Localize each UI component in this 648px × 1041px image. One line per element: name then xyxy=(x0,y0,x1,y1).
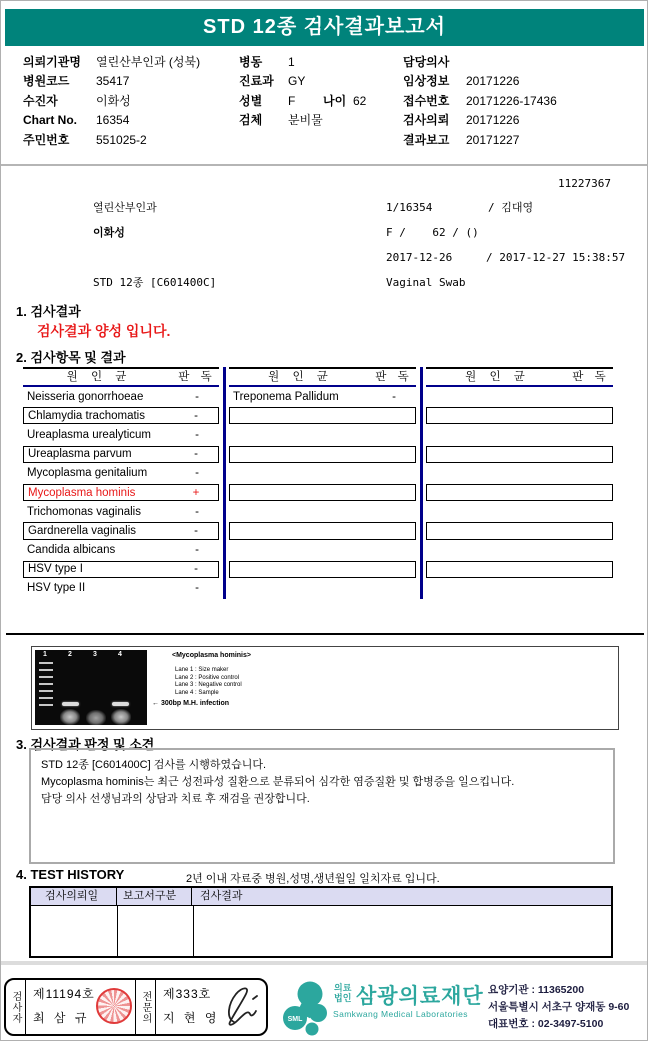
section-divider-line xyxy=(6,633,644,635)
gel-electrophoresis-image xyxy=(35,650,147,725)
header-field-value: 16354 xyxy=(96,113,130,128)
result-column-header: 판 독 xyxy=(375,371,413,383)
header-field xyxy=(23,131,238,150)
organism-result: - xyxy=(194,563,198,576)
header-field-label: 결과보고 xyxy=(403,132,450,147)
header-field xyxy=(239,111,389,130)
organism-row xyxy=(426,407,613,424)
organisms-table xyxy=(23,367,613,599)
summary-clinic: 열린산부인과 xyxy=(93,201,157,214)
gel-legend-line: Lane 2 : Positive control xyxy=(175,674,240,681)
header-field-label: 의뢰기관명 xyxy=(23,55,81,69)
header-field-label: 수진자 xyxy=(23,93,58,108)
organism-result: - xyxy=(392,390,396,403)
history-empty-row xyxy=(31,906,611,956)
header-field-value: 20171227 xyxy=(466,132,520,147)
result-column-header: 판 독 xyxy=(572,371,610,383)
organism-result: + xyxy=(192,486,200,499)
organism-row xyxy=(426,484,613,501)
organism-name: HSV type I xyxy=(28,563,83,576)
gel-title: <Mycoplasma hominis> xyxy=(172,652,251,659)
summary-specimen: Vaginal Swab xyxy=(386,276,466,289)
sample-band xyxy=(112,702,129,706)
organism-row xyxy=(229,541,416,560)
organism-result: - xyxy=(195,582,199,595)
organism-row xyxy=(229,484,416,501)
organisms-table-group-3 xyxy=(426,367,613,598)
examiner-role-label: 검사자 xyxy=(10,990,21,1024)
organisms-table-group-2 xyxy=(229,367,416,598)
gel-image-box xyxy=(31,646,619,730)
organism-row xyxy=(23,502,219,521)
history-header-row xyxy=(31,888,611,906)
header-field-value: 20171226-17436 xyxy=(466,93,557,108)
positive-result-text: 검사결과 양성 입니다. xyxy=(37,323,171,339)
organism-column-header: 원 인 균 xyxy=(66,371,132,383)
header-field xyxy=(403,53,638,72)
header-field xyxy=(403,72,638,91)
sml-logo-text: SML xyxy=(287,1016,303,1023)
organism-result: - xyxy=(195,544,199,557)
header-column-3 xyxy=(403,53,638,150)
table-group-divider xyxy=(420,367,423,599)
organism-result: - xyxy=(195,505,199,518)
examiner-role xyxy=(6,980,26,1034)
header-field xyxy=(403,111,638,130)
header-field-value: F xyxy=(288,93,296,108)
band-label: 300bp M.H. infection xyxy=(160,700,230,707)
size-marker-ladder xyxy=(39,662,53,708)
organisms-table-header xyxy=(23,367,219,387)
organism-row xyxy=(229,579,416,598)
header-field xyxy=(23,72,238,91)
header-field xyxy=(403,92,638,111)
organism-result: - xyxy=(194,524,198,537)
gel-lane-number: 3 xyxy=(93,651,97,658)
header-field-value: 이화성 xyxy=(96,93,131,108)
organism-name: Chlamydia trachomatis xyxy=(28,409,145,422)
stamp-seal-icon xyxy=(96,988,132,1024)
org-name-english: Samkwang Medical Laboratories xyxy=(333,1009,468,1019)
organism-name: Ureaplasma urealyticum xyxy=(27,428,151,441)
organism-row xyxy=(229,425,416,444)
header-field-label: 성별 xyxy=(239,93,263,108)
specialist-role xyxy=(136,980,156,1034)
organism-name: Mycoplasma genitalium xyxy=(27,467,148,480)
positive-control-band xyxy=(62,702,79,706)
gel-lane-number: 4 xyxy=(118,651,122,658)
result-column-header: 판 독 xyxy=(178,371,216,383)
header-field-value: 20171226 xyxy=(466,74,520,89)
header-field-label: 병동 xyxy=(239,55,263,69)
organism-result: - xyxy=(194,409,198,422)
organism-result: - xyxy=(194,448,198,461)
header-field xyxy=(239,53,389,72)
organism-row xyxy=(23,387,219,406)
findings-line: STD 12종 [C601400C] 검사를 시행하였습니다. xyxy=(41,759,267,771)
header-field-label: 병원코드 xyxy=(23,74,70,89)
header-field-value: 열린산부인과 (성북) xyxy=(96,55,201,69)
summary-report-datetime: / 2017-12-27 15:38:57 xyxy=(486,251,626,264)
header-field-label: Chart No. xyxy=(23,113,77,128)
contact-institution-number: 요양기관 : 11365200 xyxy=(488,984,585,996)
summary-doctor: / 김대영 xyxy=(488,201,534,214)
header-field-label: 임상정보 xyxy=(403,74,450,89)
test-history-table xyxy=(29,886,613,958)
table-group-divider xyxy=(223,367,226,599)
organism-row xyxy=(229,446,416,463)
arrow-left-icon: ← xyxy=(152,700,159,707)
specialist-cell xyxy=(156,980,266,1034)
organism-result: - xyxy=(195,390,199,403)
header-field xyxy=(403,131,638,150)
organism-row xyxy=(426,502,613,521)
organism-name: Mycoplasma hominis xyxy=(28,486,136,499)
section1-heading: 1. 검사결과 xyxy=(16,304,81,319)
organism-name: Ureaplasma parvum xyxy=(28,448,132,461)
organism-row xyxy=(23,446,219,463)
organism-row xyxy=(229,387,416,406)
summary-chart: 1/16354 xyxy=(386,201,433,214)
organism-name: HSV type II xyxy=(27,582,86,595)
header-field-value: GY xyxy=(288,74,306,89)
organism-row xyxy=(229,522,416,539)
contact-block xyxy=(488,982,629,1033)
organism-result: - xyxy=(195,467,199,480)
organism-name: Neisseria gonorrhoeae xyxy=(27,390,144,403)
page-title: STD 12종 검사결과보고서 xyxy=(5,9,644,46)
header-field xyxy=(239,72,389,91)
examiner-name: 최 삼 규 xyxy=(33,1011,90,1025)
header-field xyxy=(23,53,238,72)
organism-result: - xyxy=(195,428,199,441)
organism-row xyxy=(23,407,219,424)
summary-sex-age: F / 62 / () xyxy=(386,226,479,239)
section2-heading: 2. 검사항목 및 결과 xyxy=(16,350,126,365)
gel-lane-number: 1 xyxy=(43,651,47,658)
specialist-role-label: 전문의 xyxy=(140,990,151,1024)
gel-smear xyxy=(111,709,131,725)
org-name: 삼광의료재단 xyxy=(356,985,484,1008)
header-field-label: 검체 xyxy=(239,113,263,128)
gel-legend xyxy=(175,667,242,697)
header-field-value: 분비물 xyxy=(288,113,323,128)
age-label: 나이 xyxy=(323,93,347,108)
specialist-license-number: 제333호 xyxy=(163,987,212,1001)
organism-row xyxy=(426,522,613,539)
summary-patient: 이화성 xyxy=(93,226,125,239)
organism-row xyxy=(426,579,613,598)
organism-row xyxy=(23,579,219,598)
organisms-table-group-1 xyxy=(23,367,219,598)
findings-line: Mycoplasma hominis는 최근 성전파성 질환으로 분류되어 심각한 염증질환 및 합병증을 일으킵니다. xyxy=(41,776,515,788)
header-field-label: 접수번호 xyxy=(403,93,450,108)
organism-row xyxy=(229,407,416,424)
organism-name: Treponema Pallidum xyxy=(233,390,339,403)
header-field xyxy=(23,111,238,130)
organism-row xyxy=(23,561,219,578)
organisms-table-header xyxy=(426,367,613,387)
organism-row xyxy=(426,464,613,483)
age-value: 62 xyxy=(353,93,367,108)
summary-test-name: STD 12종 [C601400C] xyxy=(93,276,217,289)
history-note: 2년 이내 자료중 병원,성명,생년월일 일치자료 입니다. xyxy=(186,873,440,885)
organism-column-header: 원 인 균 xyxy=(268,371,333,383)
organism-row xyxy=(229,464,416,483)
organism-row xyxy=(229,561,416,578)
header-field-value xyxy=(466,53,638,72)
header-field xyxy=(23,92,238,111)
organism-row xyxy=(23,464,219,483)
header-divider xyxy=(1,164,648,166)
footer-divider xyxy=(1,961,648,965)
header-column-2 xyxy=(239,53,389,131)
organism-name: Trichomonas vaginalis xyxy=(27,505,141,518)
section4-heading: 4. TEST HISTORY xyxy=(16,867,125,882)
organism-row xyxy=(229,502,416,521)
header-field-label: 진료과 xyxy=(239,74,274,89)
section3-heading: 3. 검사결과 판정 및 소견 xyxy=(16,737,155,752)
organism-row xyxy=(23,425,219,444)
gel-smear xyxy=(86,710,106,725)
organism-row xyxy=(23,541,219,560)
header-field-label: 주민번호 xyxy=(23,132,70,147)
history-col-report-type: 보고서구분 xyxy=(117,888,192,905)
summary-request-date: 2017-12-26 xyxy=(386,251,453,264)
signature-icon xyxy=(220,984,264,1032)
contact-address: 서울특별시 서초구 양재동 9-60 xyxy=(488,1001,630,1013)
specialist-name: 지 현 영 xyxy=(163,1011,220,1025)
history-col-request-date: 검사의뢰일 xyxy=(31,888,117,905)
history-col-result: 검사결과 xyxy=(200,890,243,902)
header-field-label: 담당의사 xyxy=(403,55,450,69)
header-field xyxy=(239,92,389,111)
reference-number: 11227367 xyxy=(558,177,611,190)
contact-phone: 대표번호 : 02-3497-5100 xyxy=(488,1018,604,1030)
organism-row xyxy=(426,561,613,578)
findings-box xyxy=(29,748,615,864)
examiner-cell xyxy=(26,980,136,1034)
organism-row xyxy=(426,446,613,463)
organisms-table-header xyxy=(229,367,416,387)
organism-row xyxy=(426,387,613,406)
gel-legend-line: Lane 3 : Negative control xyxy=(175,682,242,688)
organism-row xyxy=(426,425,613,444)
gel-lane-number: 2 xyxy=(68,651,72,658)
header-field-value: 1 xyxy=(288,55,295,69)
organism-row xyxy=(426,541,613,560)
findings-line: 담당 의사 선생님과의 상담과 치료 후 재검을 권장합니다. xyxy=(41,793,310,805)
gel-smear xyxy=(60,709,80,725)
signature-box xyxy=(4,978,268,1036)
gel-legend-line: Lane 1 : Size maker xyxy=(175,667,229,673)
organism-name: Gardnerella vaginalis xyxy=(28,524,137,537)
organism-row xyxy=(23,484,219,501)
header-field-value: 551025-2 xyxy=(96,132,147,147)
band-annotation xyxy=(152,700,229,707)
header-column-1 xyxy=(23,53,238,150)
examiner-license-number: 제11194호 xyxy=(33,987,95,1001)
header-field-label: 검사의뢰 xyxy=(403,113,450,128)
org-type: 의료법인 xyxy=(334,983,352,1003)
header-field-value: 35417 xyxy=(96,74,130,89)
organism-row xyxy=(23,522,219,539)
organism-column-header: 원 인 균 xyxy=(465,371,530,383)
gel-legend-line: Lane 4 : Sample xyxy=(175,689,219,696)
organism-name: Candida albicans xyxy=(27,544,116,557)
header-field-value: 20171226 xyxy=(466,113,520,128)
sml-logo-icon xyxy=(282,980,332,1038)
